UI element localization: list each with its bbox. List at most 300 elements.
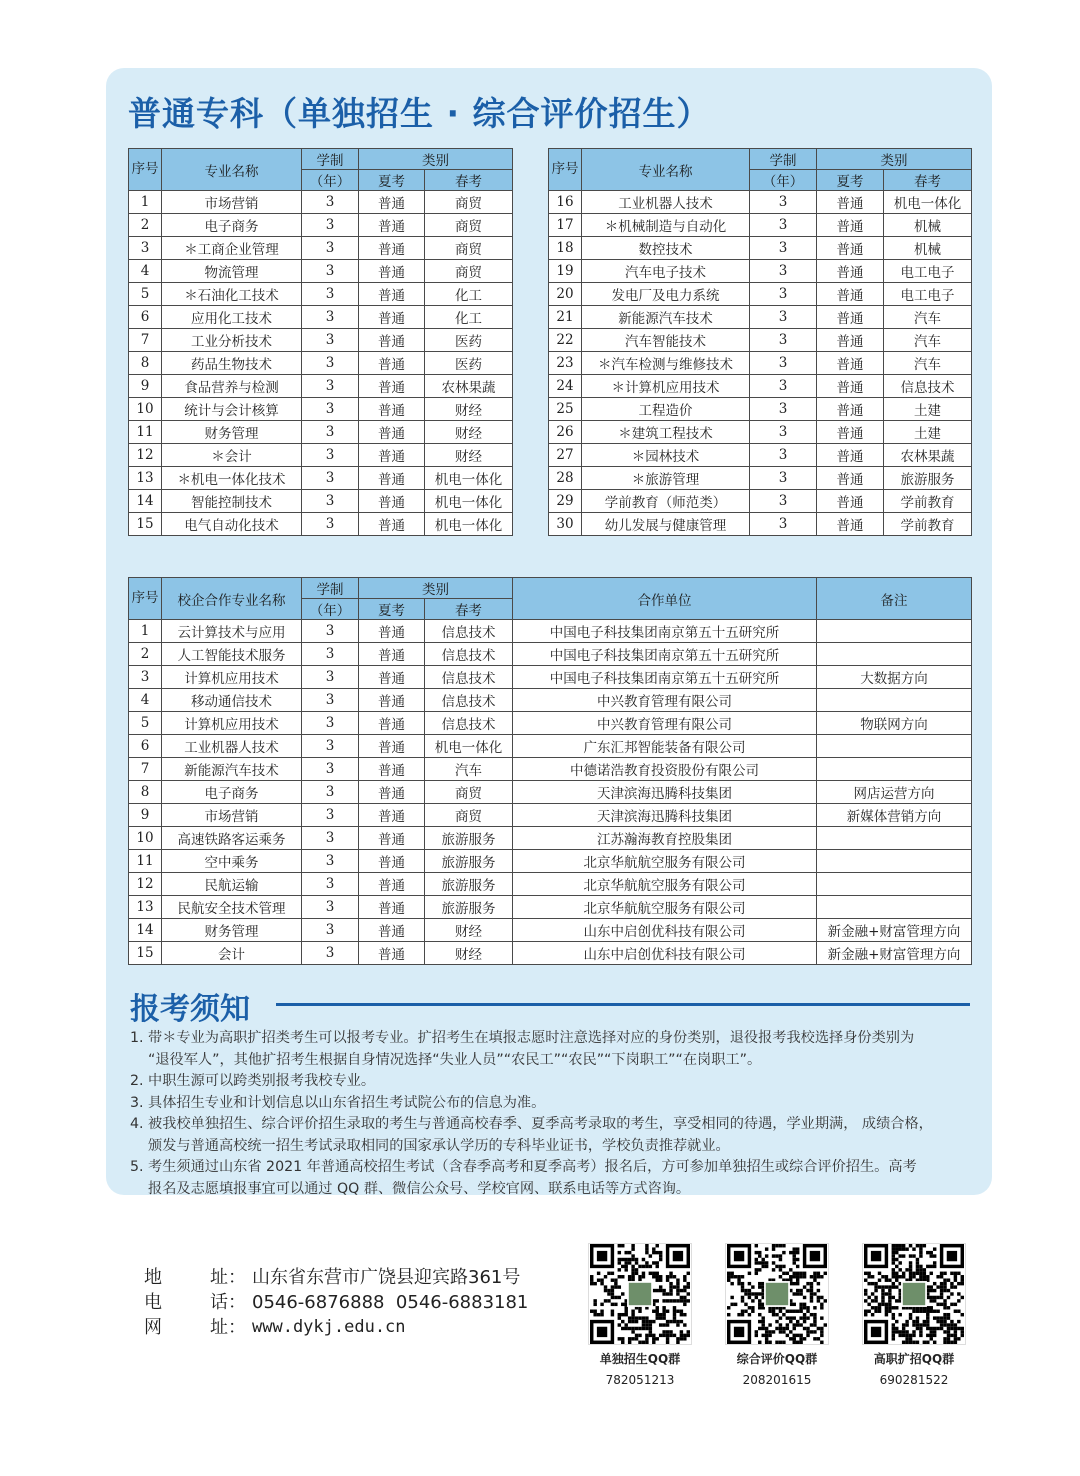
table-cell: 普通: [359, 375, 425, 398]
phone-value: 0546-6876888 0546-6883181: [252, 1292, 529, 1313]
table-cell: 天津滨海迅腾科技集团: [513, 804, 817, 827]
table-row: [129, 712, 972, 735]
table-row: [129, 352, 513, 375]
table-cell: 普通: [817, 306, 884, 329]
table-cell: 3: [302, 513, 359, 536]
table-cell: 新金融+财富管理方向: [817, 942, 972, 965]
qr-caption: 高职扩招QQ群: [873, 1352, 955, 1366]
table-row: [129, 666, 972, 689]
address-label-1: 地: [144, 1267, 162, 1288]
notice-item-1: 1. 带＊专业为高职扩招类考生可以报考专业。扩招考生在填报志愿时注意选择对应的身份类别，退役报考我校选择身份类别为: [130, 1030, 915, 1046]
table-cell: 3: [302, 735, 359, 758]
phone-label-2: 话 ：: [210, 1290, 246, 1315]
table-cell: 机械: [884, 237, 972, 260]
table-cell: 普通: [359, 896, 425, 919]
table-cell: 3: [302, 352, 359, 375]
table-cell: 3: [302, 191, 359, 214]
table-row: [129, 421, 513, 444]
table-cell: 北京华航航空服务有限公司: [513, 850, 817, 873]
table-cell: ＊工商企业管理: [162, 237, 302, 260]
notice-item-5: 5. 考生须通过山东省 2021 年普通高校招生考试（含春季高考和夏季高考）报名后，方可参加单独招生或综合评价招生。高考: [130, 1159, 917, 1175]
table-cell: 新能源汽车技术: [582, 306, 750, 329]
table-row: [549, 191, 972, 214]
table-cell: 3: [302, 306, 359, 329]
table-cell: ＊园林技术: [582, 444, 750, 467]
table-cell: 普通: [817, 352, 884, 375]
table-row: [129, 919, 972, 942]
table-cell: 3: [750, 191, 817, 214]
table-cell: 3: [302, 643, 359, 666]
table-cell: 中国电子科技集团南京第五十五研究所: [513, 666, 817, 689]
table-cell: 市场营销: [162, 804, 302, 827]
table-cell: 3: [302, 781, 359, 804]
qr-caption: 综合评价QQ群: [736, 1352, 818, 1366]
table-cell: 化工: [425, 283, 513, 306]
table-cell: 医药: [425, 352, 513, 375]
table-cell: 普通: [359, 467, 425, 490]
table-cell: 机械: [884, 214, 972, 237]
qr-block-comprehensive: [725, 1243, 829, 1387]
table-cell: 民航运输: [162, 873, 302, 896]
table-cell: 商贸: [425, 260, 513, 283]
header-no: 序号: [129, 578, 162, 620]
table-cell: 新金融+财富管理方向: [817, 919, 972, 942]
table-cell: ＊建筑工程技术: [582, 421, 750, 444]
table-cell: 普通: [817, 191, 884, 214]
table-cell: 普通: [359, 329, 425, 352]
table-cell: 普通: [817, 260, 884, 283]
header-years-unit: （年）: [302, 599, 359, 620]
table-cell: 机电一体化: [425, 735, 513, 758]
table-cell: 5: [129, 712, 162, 735]
table-cell: 11: [129, 850, 162, 873]
table-cell: 24: [549, 375, 582, 398]
table-cell: 学前教育: [884, 513, 972, 536]
header-name: 专业名称: [162, 149, 302, 191]
table-cell: 高速铁路客运乘务: [162, 827, 302, 850]
table-row: [549, 398, 972, 421]
table-cell: 食品营养与检测: [162, 375, 302, 398]
table-row: [129, 758, 972, 781]
table-cell: 26: [549, 421, 582, 444]
table-row: [129, 490, 513, 513]
qr-caption: 单独招生QQ群: [599, 1352, 681, 1366]
table-row: [549, 260, 972, 283]
table-cell: 11: [129, 421, 162, 444]
table-cell: 20: [549, 283, 582, 306]
table-cell: [817, 873, 972, 896]
table-cell: 汽车: [884, 352, 972, 375]
table-cell: ＊机械制造与自动化: [582, 214, 750, 237]
table-cell: 计算机应用技术: [162, 712, 302, 735]
table-cell: 汽车: [884, 329, 972, 352]
table-cell: 普通: [359, 712, 425, 735]
table-row: [129, 942, 972, 965]
table-cell: 财务管理: [162, 421, 302, 444]
table-cell: 3: [302, 237, 359, 260]
table-cell: 电子商务: [162, 781, 302, 804]
table-cell: ＊旅游管理: [582, 467, 750, 490]
table-cell: 3: [302, 620, 359, 643]
table-cell: 网店运营方向: [817, 781, 972, 804]
notice-item-4: 4. 被我校单独招生、综合评价招生录取的考生与普通高校春季、夏季高考录取的考生，享受相同的待遇，学业期满， 成绩合格，: [130, 1116, 933, 1132]
table-cell: 民航安全技术管理: [162, 896, 302, 919]
table-cell: 工程造价: [582, 398, 750, 421]
table-cell: 3: [302, 873, 359, 896]
table-row: [129, 735, 972, 758]
table-cell: 汽车: [884, 306, 972, 329]
table-row: [129, 850, 972, 873]
header-summer: 夏考: [359, 170, 425, 191]
header-years-unit: （年）: [750, 170, 817, 191]
table-cell: 学前教育（师范类）: [582, 490, 750, 513]
table-cell: 3: [750, 306, 817, 329]
table-cell: [817, 735, 972, 758]
notice-item-2: 2. 中职生源可以跨类别报考我校专业。: [130, 1073, 376, 1089]
table-cell: 商贸: [425, 237, 513, 260]
table-cell: 17: [549, 214, 582, 237]
table-cell: 9: [129, 375, 162, 398]
table-cell: 药品生物技术: [162, 352, 302, 375]
qr-number: 690281522: [879, 1373, 949, 1387]
table-cell: 数控技术: [582, 237, 750, 260]
table-cell: 财经: [425, 444, 513, 467]
table-cell: 普通: [817, 444, 884, 467]
table-cell: 旅游服务: [425, 873, 513, 896]
table-cell: 3: [302, 896, 359, 919]
table-cell: 土建: [884, 421, 972, 444]
table-cell: 普通: [817, 421, 884, 444]
table-cell: 3: [302, 398, 359, 421]
table-cell: 山东中启创优科技有限公司: [513, 942, 817, 965]
address-row: [144, 1265, 528, 1290]
table-cell: 电气自动化技术: [162, 513, 302, 536]
table-row: [129, 513, 513, 536]
notice-item-1-cont: “退役军人”，其他扩招考生根据自身情况选择“失业人员”“农民工”“农民”“下岗职工”“在岗职工”。: [148, 1051, 762, 1068]
table-cell: 12: [129, 444, 162, 467]
table-cell: 18: [549, 237, 582, 260]
table-cell: 3: [750, 260, 817, 283]
table-cell: 普通: [359, 237, 425, 260]
table-cell: 中国电子科技集团南京第五十五研究所: [513, 620, 817, 643]
contact-info: [144, 1265, 528, 1340]
table-cell: 人工智能技术服务: [162, 643, 302, 666]
table-cell: 中兴教育管理有限公司: [513, 712, 817, 735]
table-cell: 7: [129, 758, 162, 781]
phone-label-1: 电: [144, 1292, 162, 1313]
table-cell: 3: [750, 375, 817, 398]
table-row: [549, 513, 972, 536]
header-summer: 夏考: [817, 170, 884, 191]
table-cell: 普通: [817, 375, 884, 398]
table-cell: 3: [302, 329, 359, 352]
table-row: [129, 827, 972, 850]
table-cell: 3: [129, 666, 162, 689]
table-cell: [817, 620, 972, 643]
qr-code-icon[interactable]: [862, 1243, 966, 1345]
table-cell: 应用化工技术: [162, 306, 302, 329]
qr-block-single: [588, 1243, 692, 1387]
table-cell: 中国电子科技集团南京第五十五研究所: [513, 643, 817, 666]
table-cell: 3: [750, 214, 817, 237]
table-cell: 14: [129, 919, 162, 942]
table-cell: 15: [129, 513, 162, 536]
table-cell: 会计: [162, 942, 302, 965]
table-row: [129, 620, 972, 643]
table-cell: 普通: [359, 283, 425, 306]
header-category: 类别: [359, 149, 513, 170]
header-category: 类别: [817, 149, 972, 170]
table-cell: 19: [549, 260, 582, 283]
header-name: 专业名称: [582, 149, 750, 191]
table-row: [129, 283, 513, 306]
table-cell: 计算机应用技术: [162, 666, 302, 689]
table-cell: 3: [750, 237, 817, 260]
header-partner: 合作单位: [513, 578, 817, 620]
table-cell: [817, 758, 972, 781]
table-cell: ＊汽车检测与维修技术: [582, 352, 750, 375]
table-row: [129, 444, 513, 467]
website-link[interactable]: www.dykj.edu.cn: [252, 1317, 406, 1337]
web-label-1: 网: [144, 1317, 162, 1338]
table-cell: 信息技术: [425, 643, 513, 666]
table-cell: 机电一体化: [425, 513, 513, 536]
table-row: [129, 191, 513, 214]
table-cell: 旅游服务: [884, 467, 972, 490]
table-cell: 13: [129, 467, 162, 490]
table-cell: 新能源汽车技术: [162, 758, 302, 781]
table-cell: 空中乘务: [162, 850, 302, 873]
table-cell: 普通: [817, 214, 884, 237]
table-cell: 10: [129, 827, 162, 850]
table-row: [129, 804, 972, 827]
table-cell: 普通: [359, 666, 425, 689]
table-cell: 工业机器人技术: [582, 191, 750, 214]
table-cell: 14: [129, 490, 162, 513]
table-cell: ＊石油化工技术: [162, 283, 302, 306]
notice-item-4-cont: 颁发与普通高校统一招生考试录取相同的国家承认学历的专科毕业证书，学校负责推荐就业。: [148, 1137, 730, 1154]
table-cell: 3: [302, 490, 359, 513]
table-row: [129, 873, 972, 896]
table-cell: 中德诺浩教育投资股份有限公司: [513, 758, 817, 781]
table-cell: 机电一体化: [425, 490, 513, 513]
table-cell: ＊会计: [162, 444, 302, 467]
table-cell: ＊机电一体化技术: [162, 467, 302, 490]
table-row: [129, 781, 972, 804]
table-cell: 电工电子: [884, 260, 972, 283]
table-cell: 9: [129, 804, 162, 827]
table-cell: 物流管理: [162, 260, 302, 283]
table-cell: 普通: [359, 873, 425, 896]
header-remark: 备注: [817, 578, 972, 620]
table-cell: 机电一体化: [425, 467, 513, 490]
header-category: 类别: [359, 578, 513, 599]
header-years: 学制: [750, 149, 817, 170]
table-cell: 3: [302, 214, 359, 237]
table-row: [549, 306, 972, 329]
table-cell: 普通: [359, 827, 425, 850]
table-cell: 物联网方向: [817, 712, 972, 735]
table-cell: 普通: [359, 804, 425, 827]
table-cell: 普通: [817, 237, 884, 260]
table-cell: 北京华航航空服务有限公司: [513, 873, 817, 896]
table-row: [549, 375, 972, 398]
table-cell: 普通: [359, 850, 425, 873]
table-cell: 25: [549, 398, 582, 421]
qr-code-icon[interactable]: [725, 1243, 829, 1345]
table-cell: 汽车电子技术: [582, 260, 750, 283]
table-cell: 3: [302, 444, 359, 467]
header-no: 序号: [549, 149, 582, 191]
table-cell: 10: [129, 398, 162, 421]
table-cell: 普通: [359, 919, 425, 942]
header-spring: 春考: [425, 170, 513, 191]
table-cell: 云计算技术与应用: [162, 620, 302, 643]
table-cell: 3: [302, 850, 359, 873]
qr-number: 208201615: [742, 1373, 812, 1387]
table-cell: 3: [302, 666, 359, 689]
table-row: [549, 352, 972, 375]
table-cell: 3: [302, 467, 359, 490]
table-cell: 北京华航航空服务有限公司: [513, 896, 817, 919]
table-row: [129, 329, 513, 352]
table-cell: 普通: [817, 283, 884, 306]
table-cell: 21: [549, 306, 582, 329]
table-cell: [817, 827, 972, 850]
table-row: [129, 375, 513, 398]
table-cell: 普通: [359, 421, 425, 444]
table-cell: 机电一体化: [884, 191, 972, 214]
table-cell: 商贸: [425, 214, 513, 237]
table-cell: 30: [549, 513, 582, 536]
coop-majors-body: [129, 620, 972, 965]
table-cell: 市场营销: [162, 191, 302, 214]
table-cell: 电子商务: [162, 214, 302, 237]
table-cell: 23: [549, 352, 582, 375]
table-row: [129, 467, 513, 490]
header-years: 学制: [302, 149, 359, 170]
header-summer: 夏考: [359, 599, 425, 620]
table-cell: 3: [750, 329, 817, 352]
table-row: [129, 260, 513, 283]
table-cell: 汽车智能技术: [582, 329, 750, 352]
qr-block-expansion: [862, 1243, 966, 1387]
table-cell: 3: [302, 758, 359, 781]
address-label-2: 址 ：: [210, 1265, 246, 1290]
table-cell: 普通: [359, 214, 425, 237]
table-cell: 3: [750, 421, 817, 444]
table-cell: 3: [302, 712, 359, 735]
table-cell: 旅游服务: [425, 850, 513, 873]
table-cell: 医药: [425, 329, 513, 352]
header-name: 校企合作专业名称: [162, 578, 302, 620]
phone-row: [144, 1290, 528, 1315]
table-cell: 化工: [425, 306, 513, 329]
notice-item-5-cont: 报名及志愿填报事宜可以通过 QQ 群、微信公众号、学校官网、联系电话等方式咨询。: [148, 1180, 691, 1197]
table-cell: 电工电子: [884, 283, 972, 306]
table-row: [129, 237, 513, 260]
table-cell: 商贸: [425, 804, 513, 827]
table-cell: 普通: [817, 467, 884, 490]
table-cell: 3: [750, 490, 817, 513]
table-cell: 27: [549, 444, 582, 467]
table-cell: 4: [129, 260, 162, 283]
table-cell: 22: [549, 329, 582, 352]
table-cell: 信息技术: [884, 375, 972, 398]
table-cell: 2: [129, 643, 162, 666]
table-cell: 普通: [359, 191, 425, 214]
address-value: 山东省东营市广饶县迎宾路361号: [252, 1267, 521, 1288]
table-cell: 信息技术: [425, 712, 513, 735]
table-cell: 普通: [359, 260, 425, 283]
table-cell: [817, 643, 972, 666]
notice-list: [130, 1028, 980, 1200]
table-cell: 3: [302, 283, 359, 306]
table-cell: 1: [129, 620, 162, 643]
table-cell: 1: [129, 191, 162, 214]
majors-table-right: [548, 148, 972, 536]
table-cell: 大数据方向: [817, 666, 972, 689]
table-cell: 6: [129, 735, 162, 758]
table-cell: 3: [302, 421, 359, 444]
table-cell: 财务管理: [162, 919, 302, 942]
table-cell: 中兴教育管理有限公司: [513, 689, 817, 712]
table-cell: 13: [129, 896, 162, 919]
table-cell: 普通: [817, 513, 884, 536]
table-cell: [817, 689, 972, 712]
table-cell: [817, 850, 972, 873]
table-cell: 土建: [884, 398, 972, 421]
header-years: 学制: [302, 578, 359, 599]
coop-majors-table: [128, 577, 972, 965]
table-cell: 3: [750, 444, 817, 467]
table-cell: 江苏瀚海教育控股集团: [513, 827, 817, 850]
table-cell: 15: [129, 942, 162, 965]
majors-body-left: [129, 191, 513, 536]
table-cell: 信息技术: [425, 620, 513, 643]
table-cell: 普通: [359, 735, 425, 758]
table-cell: 2: [129, 214, 162, 237]
table-cell: 普通: [817, 329, 884, 352]
table-cell: 旅游服务: [425, 827, 513, 850]
table-cell: 28: [549, 467, 582, 490]
table-cell: 移动通信技术: [162, 689, 302, 712]
table-row: [549, 329, 972, 352]
table-cell: 汽车: [425, 758, 513, 781]
table-cell: 普通: [359, 758, 425, 781]
table-cell: 3: [302, 375, 359, 398]
table-row: [549, 444, 972, 467]
majors-table-left: [128, 148, 513, 536]
table-cell: 智能控制技术: [162, 490, 302, 513]
page-title: 普通专科（单独招生 · 综合评价招生）: [128, 94, 711, 133]
table-cell: 普通: [359, 306, 425, 329]
table-cell: 普通: [359, 689, 425, 712]
table-cell: 16: [549, 191, 582, 214]
table-cell: 3: [129, 237, 162, 260]
table-cell: 3: [302, 260, 359, 283]
notice-title: 报考须知: [130, 992, 250, 1027]
table-cell: 普通: [359, 352, 425, 375]
header-years-unit: （年）: [302, 170, 359, 191]
table-row: [129, 689, 972, 712]
table-row: [129, 398, 513, 421]
table-row: [549, 490, 972, 513]
table-cell: 普通: [359, 513, 425, 536]
table-row: [549, 421, 972, 444]
table-cell: 统计与会计核算: [162, 398, 302, 421]
qr-code-icon[interactable]: [588, 1243, 692, 1345]
